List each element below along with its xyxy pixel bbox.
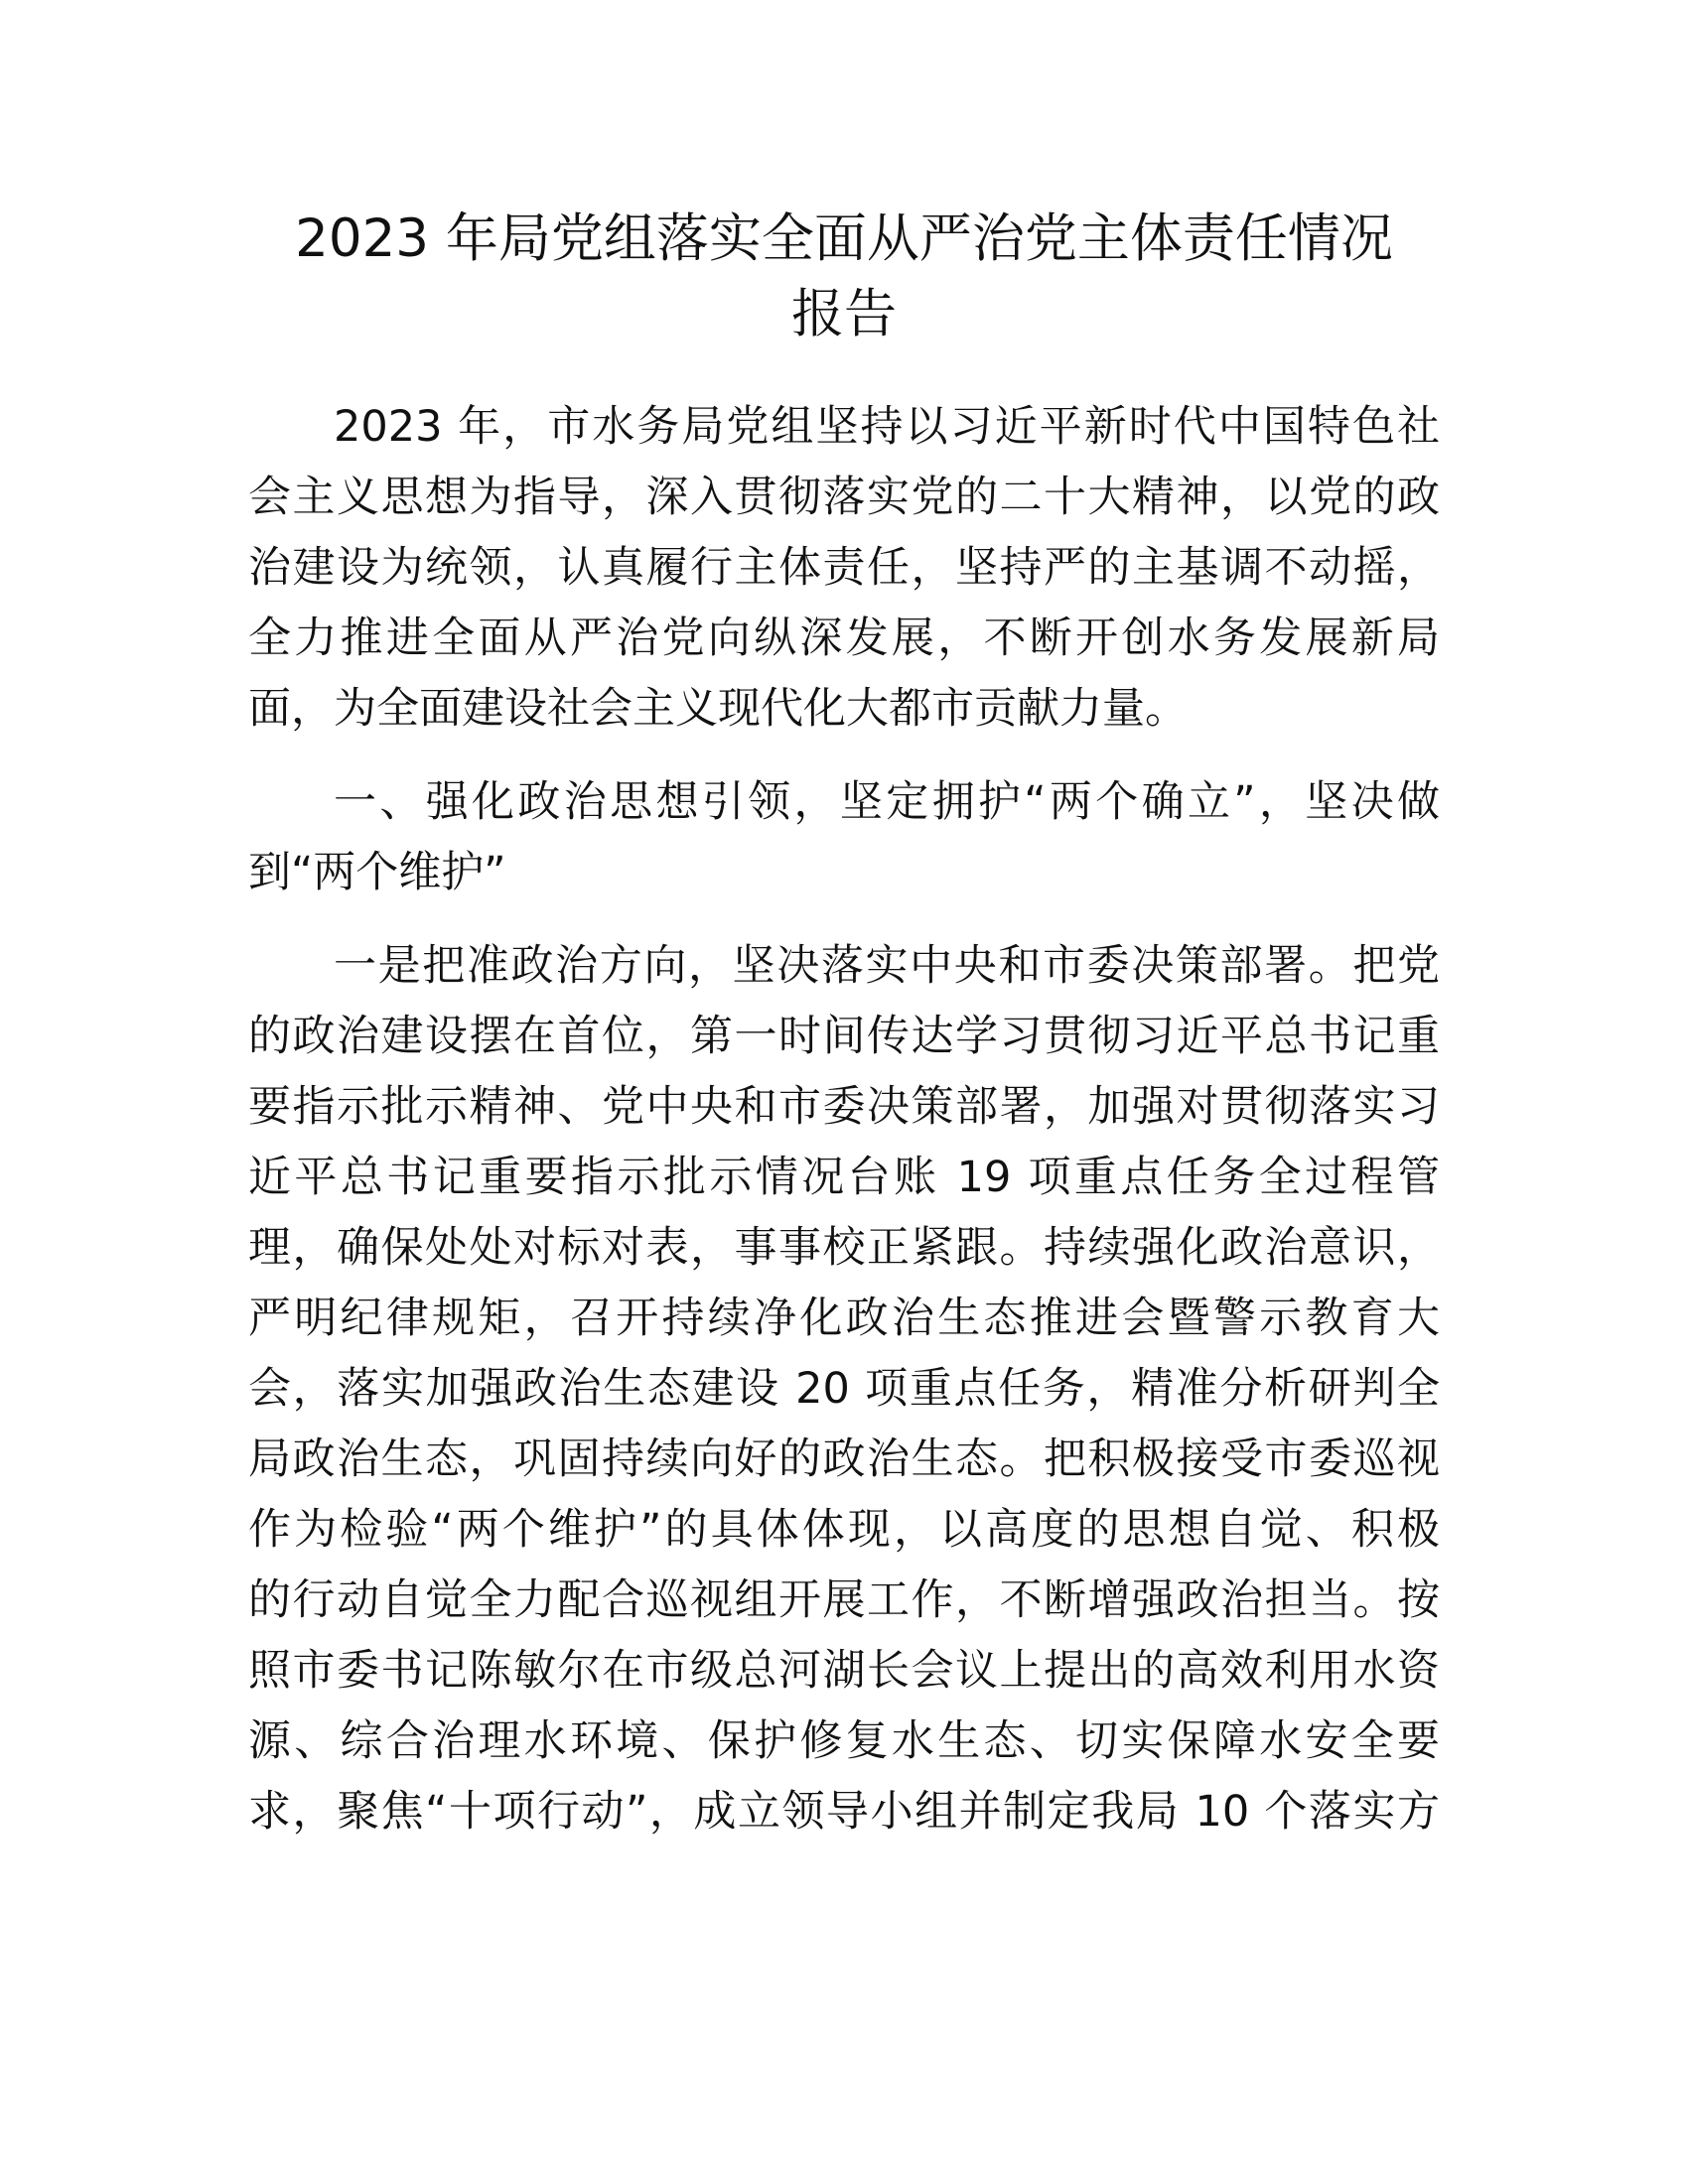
paragraph-3-line-13: 求，聚焦“十项行动”，成立领导小组并制定我局 10 个落实方: [248, 1787, 1440, 1837]
document-title-line-2: 报告: [791, 284, 897, 344]
paragraph-3-line-9: 作为检验“两个维护”的具体体现，以高度的思想自觉、积极: [248, 1505, 1440, 1555]
document-title-line-1: 2023 年局党组落实全面从严治党主体责任情况: [295, 208, 1393, 269]
paragraph-3-line-3: 要指示批示精神、党中央和市委决策部署，加强对贯彻落实习: [248, 1082, 1440, 1132]
paragraph-3-line-8: 局政治生态，巩固持续向好的政治生态。把积极接受市委巡视: [248, 1434, 1440, 1484]
paragraph-3-line-6: 严明纪律规矩，召开持续净化政治生态推进会暨警示教育大: [248, 1294, 1440, 1343]
section-heading-line-2: 到“两个维护”: [248, 848, 506, 897]
paragraph-3-line-4: 近平总书记重要指示批示情况台账 19 项重点任务全过程管: [248, 1153, 1440, 1202]
section-heading-line-1: 一、强化政治思想引领，坚定拥护“两个确立”，坚决做: [334, 777, 1440, 827]
paragraph-1-line-3: 治建设为统领，认真履行主体责任，坚持严的主基调不动摇，: [248, 543, 1440, 593]
paragraph-1-line-2: 会主义思想为指导，深入贯彻落实党的二十大精神，以党的政: [248, 473, 1440, 522]
paragraph-3-line-2: 的政治建设摆在首位，第一时间传达学习贯彻习近平总书记重: [248, 1012, 1440, 1061]
paragraph-1-line-1: 2023 年，市水务局党组坚持以习近平新时代中国特色社: [334, 402, 1440, 452]
paragraph-3-line-12: 源、综合治理水环境、保护修复水生态、切实保障水安全要: [248, 1716, 1440, 1766]
paragraph-3-line-7: 会，落实加强政治生态建设 20 项重点任务，精准分析研判全: [248, 1364, 1440, 1414]
paragraph-3-line-11: 照市委书记陈敏尔在市级总河湖长会议上提出的高效利用水资: [248, 1646, 1440, 1696]
paragraph-3-line-1: 一是把准政治方向，坚决落实中央和市委决策部署。把党: [334, 941, 1440, 991]
paragraph-1-line-5: 面，为全面建设社会主义现代化大都市贡献力量。: [248, 684, 1188, 734]
paragraph-3-line-5: 理，确保处处对标对表，事事校正紧跟。持续强化政治意识，: [248, 1223, 1440, 1273]
paragraph-3-line-10: 的行动自觉全力配合巡视组开展工作，不断增强政治担当。按: [248, 1575, 1440, 1625]
paragraph-1-line-4: 全力推进全面从严治党向纵深发展，不断开创水务发展新局: [248, 614, 1440, 663]
